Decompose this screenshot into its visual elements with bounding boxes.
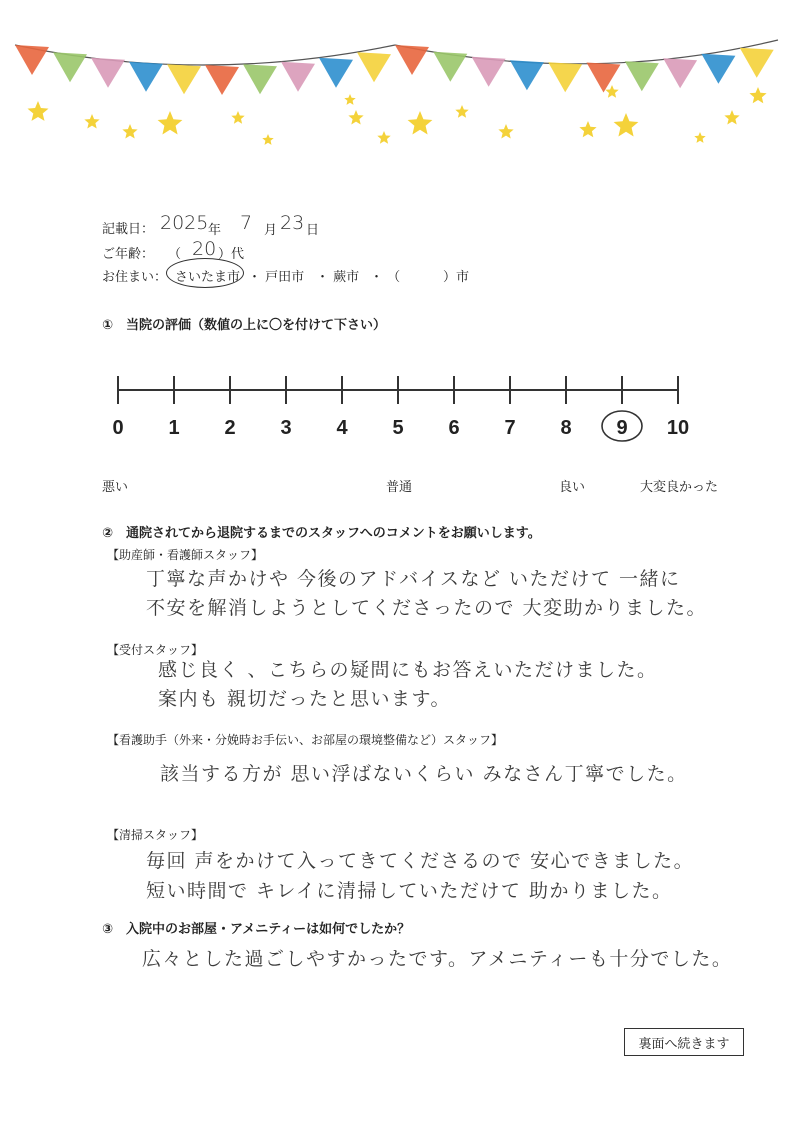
scale-tick-label: 0 <box>112 417 124 439</box>
bunting-flag-icon <box>625 61 659 91</box>
star-icon <box>158 111 183 135</box>
year-label: 年 <box>208 223 222 238</box>
bunting-banner-icon <box>0 0 800 150</box>
bunting-flag-icon <box>701 54 735 84</box>
bunting-flag-icon <box>472 57 506 87</box>
bunting-flag-icon <box>663 58 697 88</box>
scale-tick-label: 10 <box>666 417 690 439</box>
room-comment-line1: 広々とした過ごしやすかったです。アメニティーも十分でした。 <box>142 948 733 970</box>
star-icon <box>579 121 596 137</box>
rating-scale <box>100 350 720 450</box>
date-year: 2025 <box>160 212 209 234</box>
bunting-flag-icon <box>167 64 201 94</box>
star-icon <box>408 111 433 135</box>
midwife-comment-line2: 不安を解消しようとしてくださったので 大変助かりました。 <box>146 597 708 619</box>
rating-title: ① 当院の評価（数値の上に〇を付けて下さい） <box>102 318 387 333</box>
bunting-flag-icon <box>281 62 315 92</box>
address-option-toda: ・ 戸田市 <box>248 270 305 285</box>
address-option-saitama: さいたま市 <box>175 270 241 285</box>
star-icon <box>231 111 244 124</box>
midwife-heading: 【助産師・看護師スタッフ】 <box>107 548 264 562</box>
date-month: 7 <box>240 212 253 234</box>
star-icon <box>605 85 618 98</box>
bunting-flag-icon <box>205 65 239 95</box>
bunting-flag-icon <box>395 45 429 75</box>
bunting-flag-icon <box>587 63 621 93</box>
scale-tick-label: 6 <box>448 417 460 439</box>
staff-comments-title: ② 通院されてから退院するまでのスタッフへのコメントをお願いします。 <box>102 526 541 541</box>
bunting-flag-icon <box>510 60 544 90</box>
star-icon <box>614 113 639 137</box>
reception-comment-line1: 感じ良く 、こちらの疑問にもお答えいただけました。 <box>158 659 658 681</box>
cleaning-comment-line2: 短い時間で キレイに清掃していただけて 助かりました。 <box>146 880 673 902</box>
scale-tick-label: 9 <box>616 417 628 439</box>
address-option-other: ・ （ <box>370 270 401 285</box>
age-open: （ <box>168 247 182 262</box>
month-label: 月 <box>264 223 278 238</box>
star-icon <box>498 124 513 139</box>
address-option-other-end: ）市 <box>443 270 470 285</box>
star-icon <box>344 94 355 105</box>
bunting-flag-icon <box>433 52 467 82</box>
cleaning-heading: 【清掃スタッフ】 <box>107 828 204 842</box>
rating-label-normal: 普通 <box>386 480 413 495</box>
assistant-comment-line1: 該当する方が 思い浮ばないくらい みなさん丁寧でした。 <box>160 763 688 785</box>
rating-label-good: 良い <box>559 480 586 495</box>
day-label: 日 <box>306 223 320 238</box>
assistant-heading: 【看護助手（外来・分娩時お手伝い、お部屋の環境整備など）スタッフ】 <box>107 733 504 747</box>
age-value: 20 <box>192 238 217 260</box>
star-icon <box>84 114 99 129</box>
star-icon <box>749 87 766 103</box>
room-title: ③ 入院中のお部屋・アメニティーは如何でしたか？ <box>102 922 411 937</box>
scale-tick-label: 7 <box>504 417 516 439</box>
star-icon <box>724 110 739 125</box>
bunting-flag-icon <box>91 58 125 88</box>
star-icon <box>377 131 390 144</box>
scale-tick-label: 4 <box>336 417 348 439</box>
scale-tick-label: 2 <box>224 417 236 439</box>
scale-tick-label: 1 <box>168 417 180 439</box>
bunting-flag-icon <box>357 52 391 82</box>
bunting-flag-icon <box>53 52 87 82</box>
age-close: ）代 <box>218 247 245 262</box>
bunting-flag-icon <box>243 64 277 94</box>
midwife-comment-line1: 丁寧な声かけや 今後のアドバイスなど いただけて 一緒に <box>146 568 681 590</box>
address-option-warabi: ・ 蕨市 <box>316 270 360 285</box>
scale-tick-label: 5 <box>392 417 404 439</box>
reception-heading: 【受付スタッフ】 <box>107 643 204 657</box>
bunting-flag-icon <box>129 62 163 92</box>
star-icon <box>28 101 49 121</box>
reception-comment-line2: 案内も 親切だったと思います。 <box>158 688 452 710</box>
address-circle-mark <box>166 258 244 288</box>
rating-label-bad: 悪い <box>102 480 129 495</box>
star-icon <box>694 132 705 143</box>
date-label: 記載日： <box>102 222 155 237</box>
age-label: ご年齢： <box>102 247 155 262</box>
bunting-flag-icon <box>548 62 582 92</box>
scale-tick-label: 8 <box>560 417 572 439</box>
star-icon <box>122 124 137 139</box>
star-icon <box>455 105 468 118</box>
scale-tick-label: 3 <box>280 417 292 439</box>
continue-on-back-box: 裏面へ続きます <box>624 1028 744 1056</box>
date-day: 23 <box>280 212 305 234</box>
bunting-flag-icon <box>740 48 774 78</box>
rating-label-very-good: 大変良かった <box>640 480 719 495</box>
star-icon <box>262 134 273 145</box>
address-label: お住まい： <box>102 270 168 285</box>
cleaning-comment-line1: 毎回 声をかけて入ってきてくださるので 安心できました。 <box>146 850 695 872</box>
star-icon <box>348 110 363 125</box>
bunting-flag-icon <box>15 45 49 75</box>
bunting-flag-icon <box>319 58 353 88</box>
